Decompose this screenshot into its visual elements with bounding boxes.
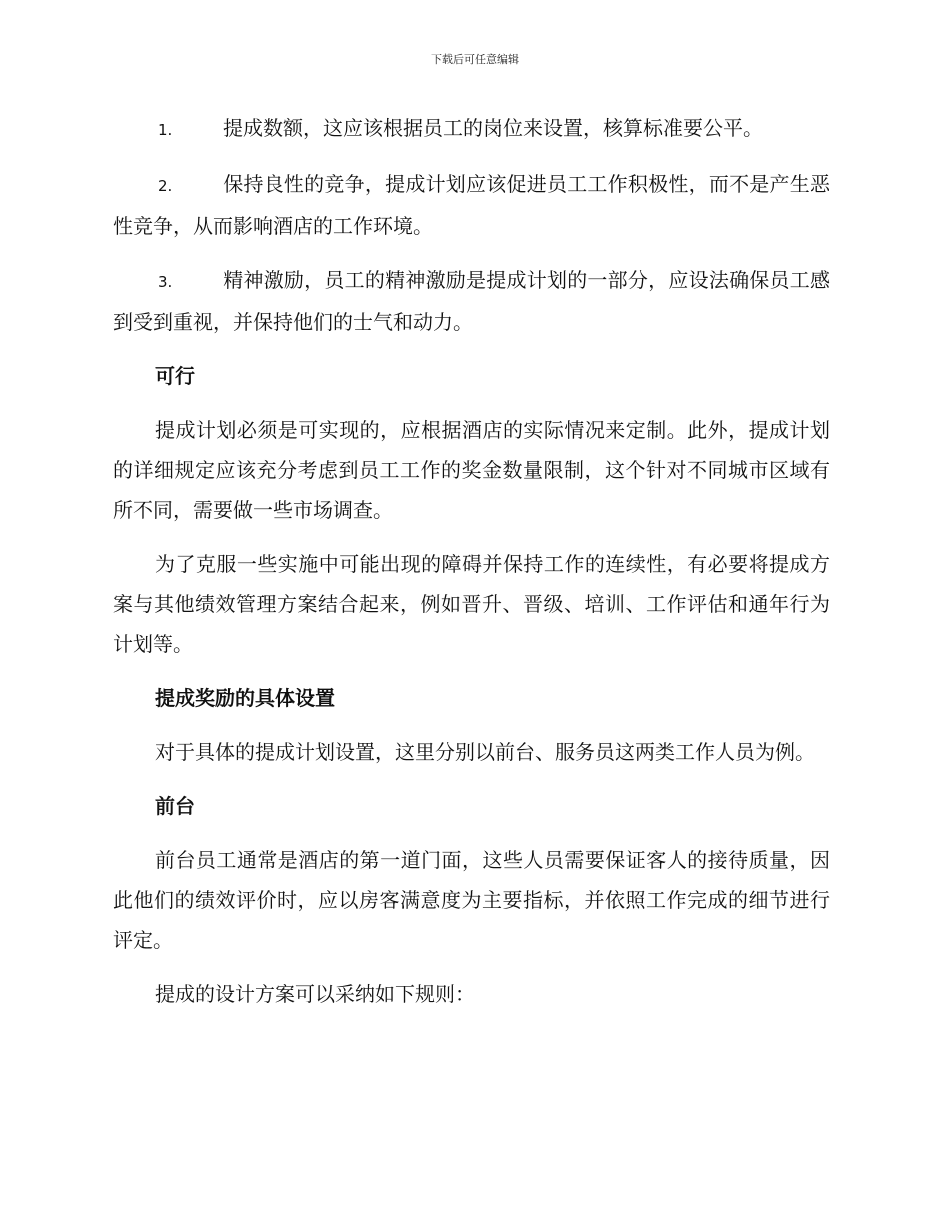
list-number: 2. [158, 177, 173, 195]
paragraph: 提成的设计方案可以采纳如下规则： [155, 982, 475, 1006]
list-item [113, 260, 830, 342]
paragraph: 为了克服一些实施中可能出现的障碍并保持工作的连续性，有必要将提成方案与其他绩效管理方案结合起来，例如晋升、晋级、培训、工作评估和通年行为计划等。 [113, 552, 830, 656]
list-item [113, 108, 830, 150]
paragraph: 前台员工通常是酒店的第一道门面，这些人员需要保证客人的接待质量，因此他们的绩效评价时，应以房客满意度为主要指标，并依照工作完成的细节进行评定。 [113, 848, 830, 952]
list-item-text: 保持良性的竞争，提成计划应该促进员工工作积极性，而不是产生恶性竞争，从而影响酒店的工作环境。 [113, 172, 830, 238]
section-heading-settings: 提成奖励的具体设置 [155, 686, 335, 710]
paragraph: 提成计划必须是可实现的，应根据酒店的实际情况来定制。此外，提成计划的详细规定应该充分考虑到员工工作的奖金数量限制，这个针对不同城市区域有所不同，需要做一些市场调查。 [113, 418, 830, 522]
page-header: 下载后可任意编辑 [431, 53, 519, 66]
list-number: 3. [158, 273, 173, 291]
section-heading-frontdesk: 前台 [155, 794, 195, 818]
section-heading-feasible: 可行 [155, 364, 195, 388]
list-number: 1. [158, 121, 173, 139]
paragraph: 对于具体的提成计划设置，这里分别以前台、服务员这两类工作人员为例。 [155, 740, 815, 764]
list-item [113, 164, 830, 246]
list-item-text: 提成数额，这应该根据员工的岗位来设置，核算标准要公平。 [223, 116, 763, 140]
document-body [113, 108, 830, 1028]
list-item-text: 精神激励，员工的精神激励是提成计划的一部分，应设法确保员工感到受到重视，并保持他们的士气和动力。 [113, 268, 830, 334]
